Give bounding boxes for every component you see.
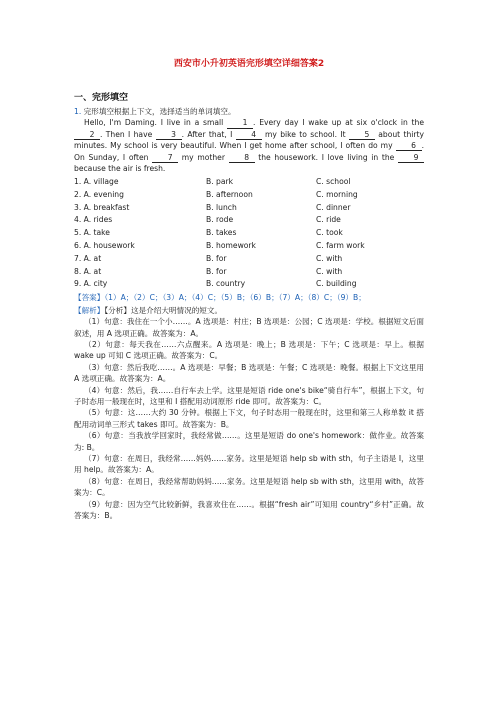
analysis-item: （4）句意：然后，我……自行车去上学。这里是短语 ride one's bike“骑自行车”，根据上下文，句子时态用一般现在时，这里和 I 搭配用动词原形 ride 即可。故答案为：C。 [74, 385, 424, 407]
option-a: 5. A. take [74, 228, 110, 238]
passage-text: the housework. I love living in the [254, 152, 398, 162]
option-b: B. takes [206, 228, 237, 238]
options-list [74, 175, 424, 290]
option-c: C. with [316, 266, 343, 276]
question-number: 1. [74, 107, 82, 116]
analysis-block [74, 305, 424, 521]
passage-text: Hello, I'm Daming. I live in a small [84, 118, 228, 128]
analysis-intro: 【分析】这是介绍大明情况的短文。 [104, 305, 223, 315]
document-page [74, 58, 424, 521]
cloze-blank: 2 [74, 130, 100, 140]
cloze-blank: 9 [398, 153, 424, 163]
passage-text: because the air is fresh. [74, 163, 166, 173]
option-c: C. farm work [316, 241, 365, 251]
option-b: B. for [206, 253, 227, 263]
option-b: B. country [206, 279, 246, 289]
option-a: 9. A. city [74, 279, 108, 289]
option-b: B. for [206, 266, 227, 276]
cloze-blank: 1 [227, 118, 253, 128]
option-c: C. building [316, 279, 357, 289]
option-c: C. ride [316, 215, 341, 225]
question-instruction: 完形填空根据上下文，选择适当的单词填空。 [83, 107, 236, 116]
analysis-item: （5）句意：这……大约 30 分钟。根据上下文，句子时态用一般现在时，这里和第三人称单数 it 搭配用动词单三形式 takes 即可。故答案为：B。 [74, 408, 424, 429]
passage-text: about thirty minutes. My school is very beautiful. When I get home after school, I often do my [74, 129, 424, 151]
option-a: 6. A. housework [74, 241, 135, 251]
analysis-items [74, 316, 424, 521]
passage-text: my bike to school. It [261, 129, 349, 139]
passage-text: . On Sunday, I often [74, 141, 424, 162]
analysis-item: （3）句意：然后我吃……。A 选项是：早餐；B 选项是：午餐；C 选项是：晚餐。根据上下文这里用 A 选项正确。故答案为：A。 [74, 362, 424, 384]
analysis-tag: 【解析】 [74, 305, 105, 315]
option-row [74, 265, 424, 278]
option-c: C. with [316, 253, 343, 263]
option-row [74, 188, 424, 201]
option-row [74, 252, 424, 265]
analysis-item: （1）句意：我住在一个小……。A 选项是：村庄；B 选项是：公园；C 选项是：学校。根据短文后面叙述，用 A 选项正确。故答案为：A。 [74, 317, 424, 338]
analysis-item: （9）句意：因为空气比较新鲜，我喜欢住在……。根据“fresh air”可知用 country“乡村”正确。故答案为：B。 [74, 499, 424, 520]
option-b: B. homework [206, 241, 256, 251]
cloze-blank: 7 [152, 153, 178, 163]
option-row [74, 175, 424, 188]
analysis-item: （6）句意：当我放学回家时，我经常做……。这里是短语 do one's homework：做作业。故答案为: B。 [74, 431, 424, 452]
analysis-item: （2）句意：每天我在……六点醒来。A 选项是：晚上；B 选项是：下午；C 选项是：早上。根据 wake up 可知 C 选项正确。故答案为：C。 [74, 340, 424, 361]
option-c: C. school [316, 177, 351, 187]
option-a: 8. A. at [74, 266, 102, 276]
section-heading: 一、完形填空 [74, 92, 129, 103]
passage-text: . After that, I [181, 129, 236, 139]
answer-tag: 【答案】 [74, 292, 105, 302]
option-a: 7. A. at [74, 253, 102, 263]
answer-line [74, 292, 424, 303]
option-a: 2. A. evening [74, 189, 124, 199]
passage-text: . Every day I wake up at six o'clock in the [253, 118, 424, 128]
option-c: C. dinner [316, 202, 351, 212]
cloze-blank: 4 [236, 130, 262, 140]
passage-text: my mother [178, 152, 229, 162]
option-b: B. park [206, 177, 234, 187]
option-row [74, 278, 424, 291]
option-row [74, 214, 424, 227]
option-row [74, 201, 424, 214]
option-row [74, 227, 424, 240]
option-b: B. afternoon [206, 189, 253, 199]
option-a: 4. A. rides [74, 215, 113, 225]
option-a: 1. A. village [74, 177, 119, 187]
option-b: B. rode [206, 215, 234, 225]
cloze-blank: 6 [396, 141, 422, 151]
analysis-intro-line [74, 305, 424, 316]
option-c: C. morning [316, 189, 358, 199]
document-title: 西安市小升初英语完形填空详细答案2 [173, 59, 325, 69]
option-b: B. lunch [206, 202, 237, 212]
cloze-blank: 3 [156, 130, 182, 140]
cloze-blank: 8 [229, 153, 255, 163]
cloze-passage [74, 117, 424, 174]
option-a: 3. A. breakfast [74, 202, 130, 212]
question-header [74, 106, 424, 117]
analysis-item: （8）句意：在周日，我经常帮助妈妈……家务。这里是短语 help sb with sth，这里用 with，故答案为：C。 [74, 476, 424, 498]
analysis-item: （7）句意：在周日，我经常……妈妈……家务。这里是短语 help sb with sth，句子主语是 I，这里用 help。故答案为：A。 [74, 453, 424, 475]
option-row [74, 239, 424, 252]
answer-text: （1）A；（2）C；（3）A；（4）C；（5）B；（6）B；（7）A；（8）C；（9）B； [104, 292, 366, 302]
cloze-blank: 5 [349, 130, 375, 140]
passage-text: . Then I have [100, 129, 156, 139]
option-c: C. took [316, 228, 343, 238]
